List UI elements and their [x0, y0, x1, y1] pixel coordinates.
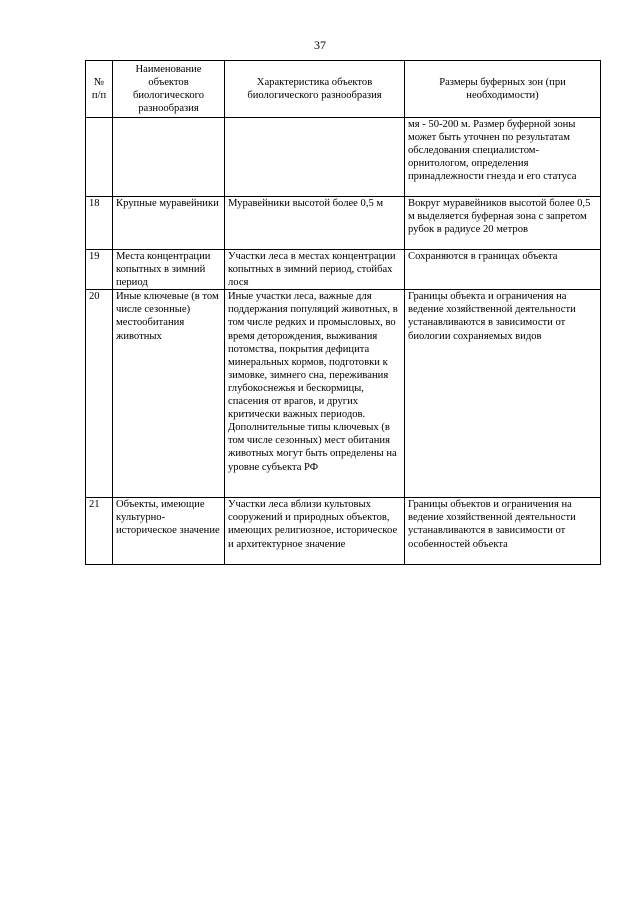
row-buffer-size: мя - 50-200 м. Размер буферной зоны может быть уточнен по результатам обследования специалистом- орнитологом, определения принадлежности гнезда и его статуса	[405, 118, 601, 197]
table-header-row	[86, 61, 601, 118]
row-object-name: Объекты, имеющие культурно-историческое значение	[113, 498, 225, 565]
row-number: 18	[86, 197, 113, 250]
row-object-name: Места концентрации копытных в зимний период	[113, 250, 225, 290]
row-object-name	[113, 118, 225, 197]
row-object-name: Иные ключевые (в том числе сезонные) местообитания животных	[113, 290, 225, 498]
row-characteristic: Иные участки леса, важные для поддержания популяций животных, в том числе редких и промысловых, во время деторождения, выживания потомства, покрытия дефицита минеральных кормов, подготовки к зимовке, зимнего сна, переживания глубокоснежья и бескормицы, спасения от врагов, и других критически важных периодов. Дополнительные типы ключевых (в том числе сезонных) мест обитания животных могут быть определены на уровне субъекта РФ	[225, 290, 405, 498]
table-row	[86, 498, 601, 565]
row-buffer-size: Границы объекта и ограничения на ведение хозяйственной деятельности устанавливаются в зависимости от биологии сохраняемых видов	[405, 290, 601, 498]
header-number: № п/п	[86, 61, 113, 118]
row-number: 19	[86, 250, 113, 290]
header-object-name: Наименование объектов биологического разнообразия	[113, 61, 225, 118]
row-number	[86, 118, 113, 197]
table-row	[86, 118, 601, 197]
table-row	[86, 250, 601, 290]
buffer-zones-table	[85, 60, 601, 565]
row-buffer-size: Вокруг муравейников высотой более 0,5 м выделяется буферная зона с запретом рубок в радиусе 20 метров	[405, 197, 601, 250]
row-number: 20	[86, 290, 113, 498]
row-buffer-size: Границы объектов и ограничения на ведение хозяйственной деятельности устанавливаются в зависимости от особенностей объекта	[405, 498, 601, 565]
row-buffer-size: Сохраняются в границах объекта	[405, 250, 601, 290]
page-number: 37	[314, 38, 326, 52]
row-characteristic: Участки леса в местах концентрации копытных в зимний период, стойбах лося	[225, 250, 405, 290]
header-buffer-size: Размеры буферных зон (при необходимости)	[405, 61, 601, 118]
table-row	[86, 197, 601, 250]
row-object-name: Крупные муравейники	[113, 197, 225, 250]
header-characteristic: Характеристика объектов биологического разнообразия	[225, 61, 405, 118]
row-number: 21	[86, 498, 113, 565]
row-characteristic: Участки леса вблизи культовых сооружений и природных объектов, имеющих религиозное, историческое и архитектурное значение	[225, 498, 405, 565]
row-characteristic: Муравейники высотой более 0,5 м	[225, 197, 405, 250]
table-row	[86, 290, 601, 498]
row-characteristic	[225, 118, 405, 197]
